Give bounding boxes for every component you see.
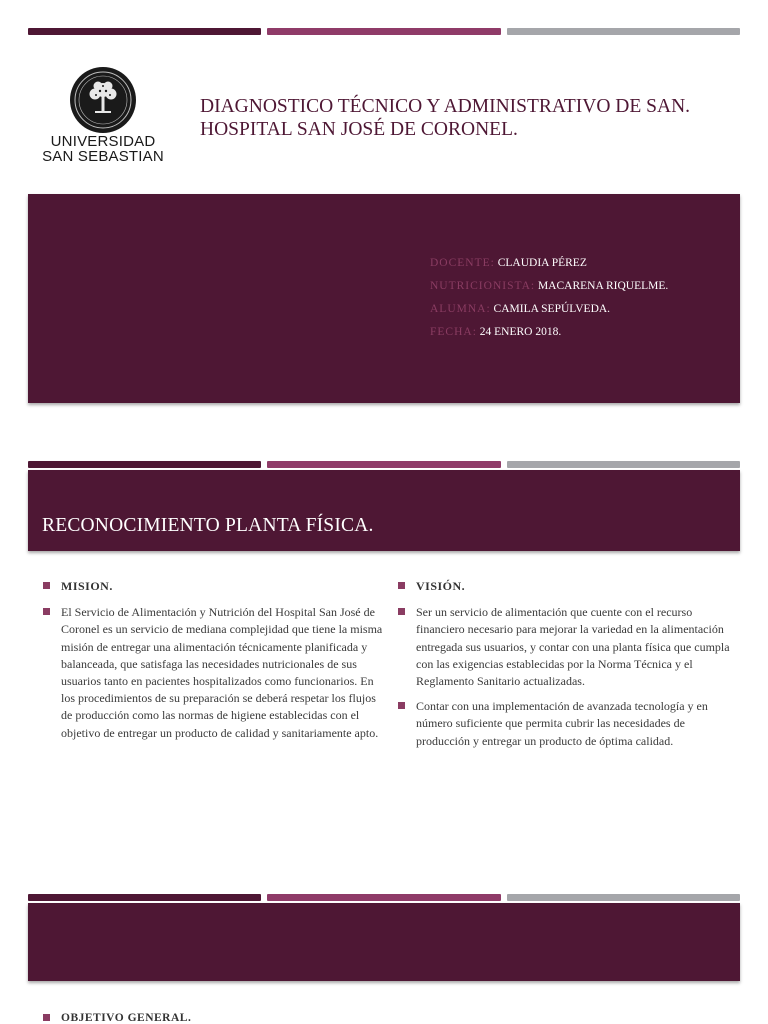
title-line-1: DIAGNOSTICO TÉCNICO Y ADMINISTRATIVO DE SAN. — [200, 96, 691, 117]
info-value: CLAUDIA PÉREZ — [497, 257, 587, 269]
square-bullet-icon — [398, 582, 405, 589]
square-bullet-icon — [398, 608, 405, 615]
square-bullet-icon — [43, 582, 50, 589]
university-logo — [30, 66, 176, 170]
list-item — [43, 578, 383, 595]
decorative-stripe-bar — [28, 894, 740, 901]
list-item — [398, 604, 738, 690]
info-label: FECHA: — [430, 326, 477, 338]
list-item — [398, 698, 738, 750]
mision-title: MISION. — [61, 579, 113, 593]
objetivo-title: OBJETIVO GENERAL. — [61, 1012, 192, 1024]
decorative-stripe-bar — [28, 461, 740, 468]
logo-text-line2: SAN SEBASTIAN — [42, 148, 164, 165]
list-item — [43, 604, 383, 742]
section-header-band — [28, 470, 740, 551]
info-label: ALUMNA: — [430, 303, 491, 315]
presentation-title — [200, 95, 720, 141]
logo-text-line1: UNIVERSIDAD — [50, 133, 156, 150]
vision-text-1: Ser un servicio de alimentación que cuente con el recurso financiero necesario para mejorar la variedad en la alimentación entregada sus usuarios, y contar con una planta física que cumpla con las exigencias establecidas por la Norma Técnica y el Reglamento Sanitario actualizadas. — [416, 605, 730, 689]
mision-column — [43, 578, 383, 750]
info-row-fecha — [430, 321, 668, 344]
info-row-alumna — [430, 298, 668, 321]
info-value: 24 ENERO 2018. — [479, 326, 562, 338]
section-header-band — [28, 903, 740, 981]
vision-title: VISIÓN. — [416, 579, 466, 593]
info-label: NUTRICIONISTA: — [430, 280, 536, 292]
list-item — [43, 1010, 443, 1024]
square-bullet-icon — [43, 608, 50, 615]
info-label: DOCENTE: — [430, 257, 495, 269]
vision-text-2: Contar con una implementación de avanzada tecnología y en número suficiente que permita cubrir las necesidades de producción y entregar un producto de óptima calidad. — [416, 699, 708, 748]
list-item — [398, 578, 738, 595]
university-seal-icon — [69, 66, 137, 134]
vision-column — [398, 578, 738, 758]
info-row-docente — [430, 252, 668, 275]
square-bullet-icon — [398, 702, 405, 709]
title-line-2: HOSPITAL SAN JOSÉ DE CORONEL. — [200, 119, 518, 140]
info-value: MACARENA RIQUELME. — [537, 280, 669, 292]
mision-text: El Servicio de Alimentación y Nutrición del Hospital San José de Coronel es un servicio de mediana complejidad que tiene la misma misión de entregar una alimentación técnicamente planificada y balanceada, que satisfaga las necesidades nutricionales de sus usuarios tanto en pacientes hospitalizados como funcionarios. En los procedimientos de su preparación se deberá respetar los flujos de producción como las normas de higiene establecidas con el objetivo de entregar un producto de calidad y sanitariamente apto. — [61, 605, 383, 740]
info-value: CAMILA SEPÚLVEDA. — [493, 303, 611, 315]
info-row-nutricionista — [430, 275, 668, 298]
section-heading: RECONOCIMIENTO PLANTA FÍSICA. — [42, 515, 374, 536]
author-info — [430, 252, 668, 344]
square-bullet-icon — [43, 1014, 50, 1021]
decorative-stripe-bar — [28, 28, 740, 35]
